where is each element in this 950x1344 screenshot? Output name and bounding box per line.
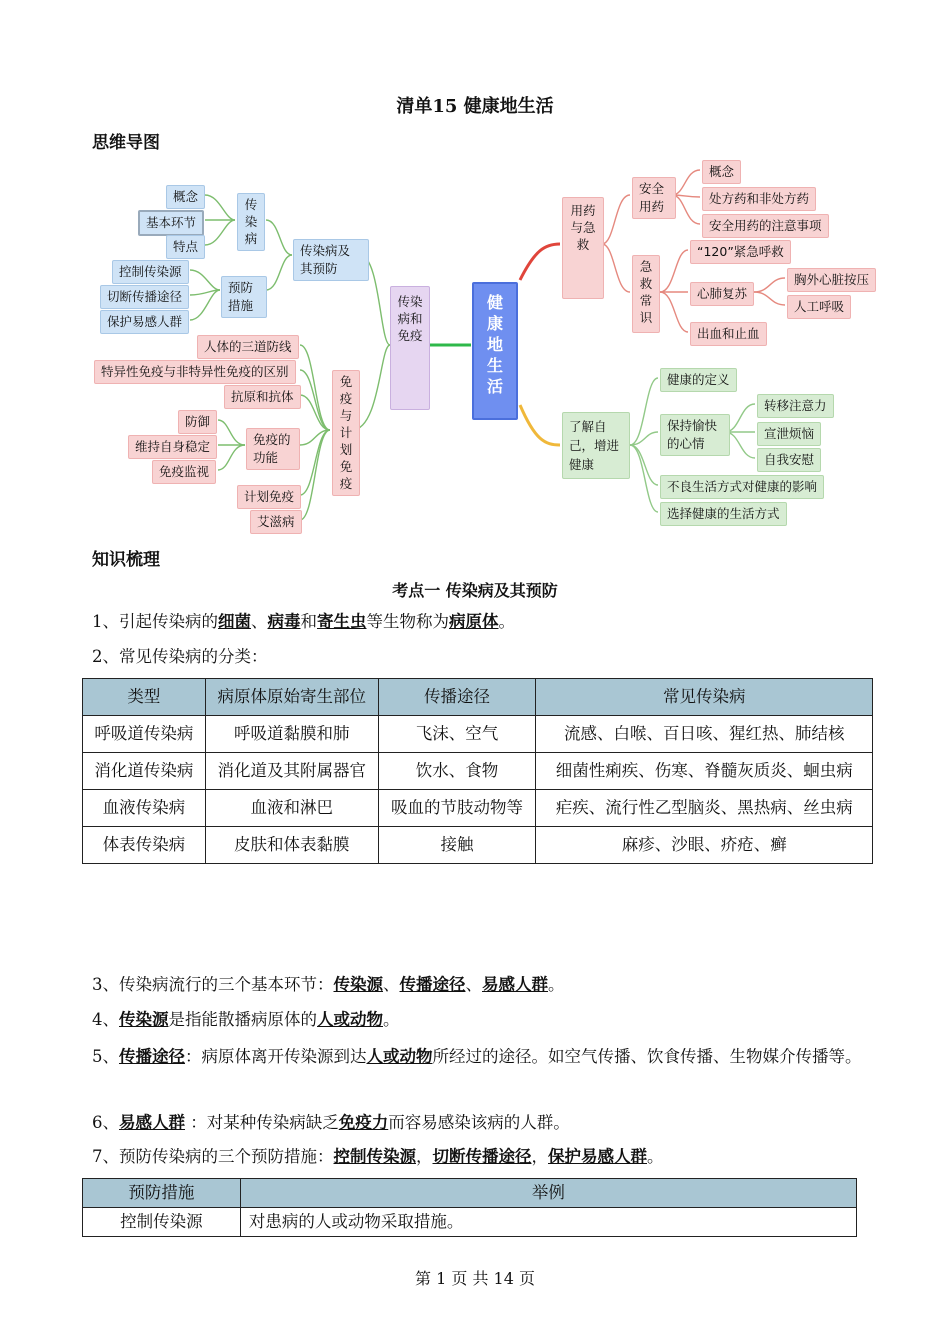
table-cell: 消化道传染病 xyxy=(83,753,206,790)
mindmap-node-self-item: 不良生活方式对健康的影响 xyxy=(660,475,824,499)
table-header-cell: 常见传染病 xyxy=(536,679,873,716)
mindmap-node-emergency-item: 出血和止血 xyxy=(690,322,767,346)
mindmap-node-disease-item: 基本环节 xyxy=(138,210,204,236)
table-cell: 接触 xyxy=(378,827,536,864)
mindmap-node-function-item: 防御 xyxy=(178,410,217,434)
mindmap-node-emergency-item: “120”紧急呼救 xyxy=(690,240,791,264)
table-cell: 呼吸道黏膜和肺 xyxy=(205,716,378,753)
table-cell: 消化道及其附属器官 xyxy=(205,753,378,790)
mindmap-branch-medicine: 用药与急救 xyxy=(562,197,604,299)
mindmap-node-prevention: 传染病及其预防 xyxy=(293,239,369,281)
table-row xyxy=(83,790,873,827)
mindmap-node-self-item: 选择健康的生活方式 xyxy=(660,502,787,526)
page-title: 清单15 健康地生活 xyxy=(396,96,554,117)
prevention-measures-table xyxy=(82,1178,857,1237)
table-row xyxy=(83,716,873,753)
table-cell: 血液传染病 xyxy=(83,790,206,827)
mindmap-node-immunity-item: 人体的三道防线 xyxy=(197,335,299,359)
mindmap-branch-infection-immunity: 传染病和免疫 xyxy=(390,286,430,410)
mindmap-node-self-item: 保持愉快的心情 xyxy=(660,414,730,456)
mindmap-node-emergency-item: 心肺复苏 xyxy=(690,282,754,306)
table-cell: 麻疹、沙眼、疥疮、癣 xyxy=(536,827,873,864)
table-cell: 饮水、食物 xyxy=(378,753,536,790)
mindmap-node-cpr-item: 胸外心脏按压 xyxy=(787,268,876,292)
section-mindmap-heading: 思维导图 xyxy=(92,133,160,153)
paragraph-3: 3、传染病流行的三个基本环节：传染源、传播途径、易感人群。 xyxy=(92,975,565,994)
table-cell: 皮肤和体表黏膜 xyxy=(205,827,378,864)
table-cell: 呼吸道传染病 xyxy=(83,716,206,753)
mindmap-branch-self: 了解自己，增进健康 xyxy=(562,412,630,479)
mindmap-node-measure-item: 控制传染源 xyxy=(112,260,189,284)
table-cell: 细菌性痢疾、伤寒、脊髓灰质炎、蛔虫病 xyxy=(536,753,873,790)
mindmap-node-function: 免疫的功能 xyxy=(246,428,300,470)
mindmap-node-immunity-item: 特异性免疫与非特异性免疫的区别 xyxy=(94,360,296,384)
table-header-cell: 举例 xyxy=(240,1179,856,1208)
mindmap-node-mood-item: 转移注意力 xyxy=(757,394,834,418)
mindmap-node-disease-item: 特点 xyxy=(166,235,205,259)
mindmap-node-function-item: 维持自身稳定 xyxy=(128,435,217,459)
mindmap-node-immunity-item: 艾滋病 xyxy=(250,510,302,534)
table-cell: 飞沫、空气 xyxy=(378,716,536,753)
table-cell: 血液和淋巴 xyxy=(205,790,378,827)
table-header-cell: 传播途径 xyxy=(378,679,536,716)
mindmap-node-immunity-item: 抗原和抗体 xyxy=(224,385,301,409)
mindmap-node-measures: 预防措施 xyxy=(221,276,267,318)
table-header-cell: 病原体原始寄生部位 xyxy=(205,679,378,716)
topic-subtitle: 考点一 传染病及其预防 xyxy=(392,581,558,600)
paragraph-4: 4、传染源是指能散播病原体的人或动物。 xyxy=(92,1010,400,1029)
table-cell: 对患病的人或动物采取措施。 xyxy=(240,1208,856,1237)
table-header-cell: 类型 xyxy=(83,679,206,716)
table-row xyxy=(83,1208,857,1237)
mindmap-node-safe-item: 概念 xyxy=(702,160,741,184)
mindmap-node-safe: 安全用药 xyxy=(632,177,676,219)
mindmap-node-disease: 传染病 xyxy=(237,193,265,251)
section-knowledge-heading: 知识梳理 xyxy=(92,550,160,570)
paragraph-5: 5、传播途径：病原体离开传染源到达人或动物所经过的途径。如空气传播、饮食传播、生物媒介传播等。 xyxy=(92,1047,862,1066)
paragraph-2: 2、常见传染病的分类： xyxy=(92,647,268,666)
mindmap-node-function-item: 免疫监视 xyxy=(152,460,216,484)
disease-classification-table xyxy=(82,678,873,864)
table-cell: 吸血的节肢动物等 xyxy=(378,790,536,827)
table-row xyxy=(83,827,873,864)
paragraph-7: 7、预防传染病的三个预防措施：控制传染源，切断传播途径，保护易感人群。 xyxy=(92,1147,664,1166)
table-cell: 体表传染病 xyxy=(83,827,206,864)
mindmap-node-disease-item: 概念 xyxy=(166,185,205,209)
table-header-cell: 预防措施 xyxy=(83,1179,241,1208)
table-cell: 疟疾、流行性乙型脑炎、黑热病、丝虫病 xyxy=(536,790,873,827)
mindmap-node-safe-item: 安全用药的注意事项 xyxy=(702,214,829,238)
mind-map xyxy=(90,160,870,540)
mindmap-node-immunity: 免疫与计划免疫 xyxy=(332,370,360,496)
paragraph-1: 1、引起传染病的细菌、病毒和寄生虫等生物称为病原体。 xyxy=(92,612,515,631)
mindmap-node-measure-item: 保护易感人群 xyxy=(100,310,189,334)
mindmap-node-mood-item: 宣泄烦恼 xyxy=(757,422,821,446)
mindmap-node-cpr-item: 人工呼吸 xyxy=(787,295,851,319)
table-header-row xyxy=(83,679,873,716)
table-header-row xyxy=(83,1179,857,1208)
mindmap-node-safe-item: 处方药和非处方药 xyxy=(702,187,816,211)
table-cell: 流感、白喉、百日咳、猩红热、肺结核 xyxy=(536,716,873,753)
table-row xyxy=(83,753,873,790)
table-cell: 控制传染源 xyxy=(83,1208,241,1237)
mindmap-node-mood-item: 自我安慰 xyxy=(757,448,821,472)
mindmap-node-self-item: 健康的定义 xyxy=(660,368,737,392)
mindmap-node-measure-item: 切断传播途径 xyxy=(100,285,189,309)
page-footer: 第 1 页 共 14 页 xyxy=(415,1269,535,1288)
mindmap-node-immunity-item: 计划免疫 xyxy=(237,485,301,509)
mindmap-center-node: 健康地生活 xyxy=(472,282,518,420)
paragraph-6: 6、易感人群 ：对某种传染病缺乏免疫力而容易感染该病的人群。 xyxy=(92,1113,570,1132)
mindmap-node-emergency: 急救常识 xyxy=(632,255,660,333)
